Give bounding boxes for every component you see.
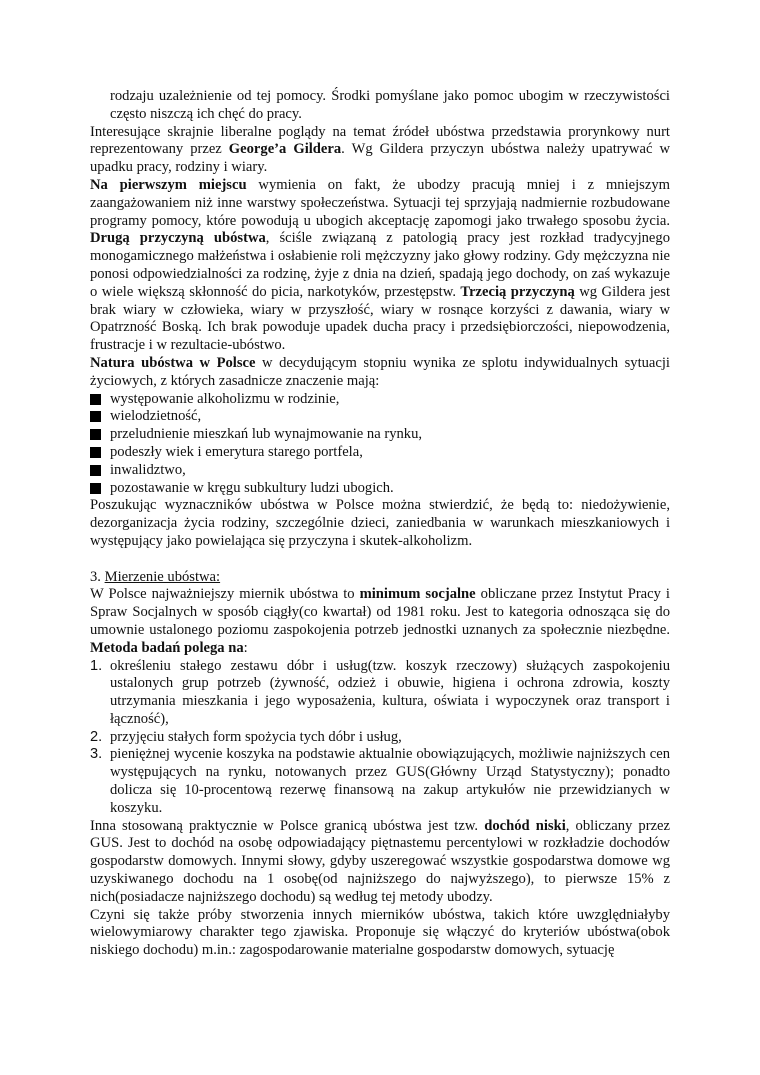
bold-low-income: dochód niski	[484, 817, 566, 834]
square-bullet-icon	[90, 465, 101, 476]
paragraph-intro: rodzaju uzależnienie od tej pomocy. Środki pomyślane jako pomoc ubogim w rzeczywistości często niszczą ich chęć do pracy.	[110, 88, 670, 122]
list-item-text: podeszły wiek i emerytura starego portfela,	[110, 443, 363, 460]
bold-second-cause: Drugą przyczyną ubóstwa	[90, 230, 266, 247]
square-bullet-icon	[90, 429, 101, 440]
section-number: 3.	[90, 568, 105, 585]
bold-third-cause: Trzecią przyczyną	[460, 283, 575, 300]
item-number: 1.	[90, 657, 103, 674]
bold-method: Metoda badań polega na	[90, 639, 244, 656]
list-item-text: pozostawanie w kręgu subkultury ludzi ubogich.	[110, 479, 394, 496]
bold-first-cause: Na pierwszym miejscu	[90, 176, 247, 193]
list-item-text: wielodzietność,	[110, 408, 202, 425]
text-span: , ściśle związaną z patologią pracy jest rozkład tradycyjnego monogamicznego małżeństwa i osłabienie roli mężczyzny jako głowy rodziny. Gdy mężczyzna nie ponosi odpowiedzialności za rodzinę, żyje z dnia na dzień, spadają jego dochody, on zaś wykazuje o wiele większą skłonność do picia, narkotyków, przestępstw.	[90, 230, 670, 300]
text-span: wg Gildera jest brak wiary w człowieka, wiary w przyszłość, wiary w rosnące korzyści z dawania, wiary w Opatrzność Boską. Ich brak powoduje upadek ducha pracy i przedsiębiorczości, niepowodzenia, frustracje i w rezultacie-ubóstwo.	[90, 283, 670, 354]
section-title: Mierzenie ubóstwa:	[104, 568, 221, 585]
square-bullet-icon	[90, 411, 101, 422]
text-span: Interesujące skrajnie liberalne poglądy na temat źródeł ubóstwa przedstawia prorynkowy nurt reprezentowany przez	[90, 123, 670, 158]
text-span: Inna stosowaną praktycznie w Polsce granicą ubóstwa jest tzw.	[90, 817, 485, 834]
text-span: w decydującym stopniu wynika ze splotu indywidualnych sytuacji życiowych, z których zasadnicze znaczenie mają:	[90, 354, 670, 389]
list-item-text: inwalidztwo,	[110, 461, 186, 478]
text-span: , obliczany przez GUS. Jest to dochód na osobę odpowiadający piętnastemu percentylowi w rozkładzie dochodów gospodarstw domowych. Innymi słowy, gdyby uszeregować wszystkie gospodarstwa domowe wg uzyskiwanego dochodu na 1 osobę(od najniższego do najwyższego), to pierwsze 15% z nich(posiadacze najniższego dochodu) są według tej metody ubodzy.	[90, 817, 671, 905]
square-bullet-icon	[90, 394, 101, 405]
text-span: . Wg Gildera przyczyn ubóstwa należy upatrywać w upadku pracy, rodziny i wiary.	[90, 141, 670, 176]
list-item-text: występowanie alkoholizmu w rodzinie,	[110, 390, 340, 407]
list-item	[90, 462, 670, 480]
list-item	[90, 408, 670, 426]
document-page	[90, 88, 670, 960]
bold-minimum: minimum socjalne	[359, 586, 476, 603]
list-item	[90, 391, 670, 409]
paragraph-nature	[90, 355, 670, 391]
bold-name: George’a Gildera	[228, 141, 342, 158]
paragraph-gilder	[90, 124, 670, 177]
text-span: W Polsce najważniejszy miernik ubóstwa to	[90, 586, 360, 603]
list-item	[90, 480, 670, 498]
item-text: przyjęciu stałych form spożycia tych dóbr i usług,	[110, 728, 402, 745]
paragraph-causes	[90, 177, 670, 355]
bold-nature: Natura ubóstwa w Polsce	[90, 354, 256, 371]
text-span: wymienia on fakt, że ubodzy pracują mniej i z mniejszym zaangażowaniem niż inne warstwy społeczeństwa. Sytuacji tej sprzyjają nadmiernie rozbudowane programy pomocy, które powodują u ubogich akceptację zapomogi jako trwałego sposobu życia.	[90, 176, 670, 229]
text-span: obliczane przez Instytut Pracy i Spraw Socjalnych w sposób ciągły(co kwartał) od 1981 roku. Jest to kategoria odnosząca się do umownie ustalonego poziomu zaspokojenia potrzeb jednostki uznanych za społecznie niezbędne.	[90, 586, 670, 638]
section-heading	[90, 569, 670, 587]
item-number: 2.	[90, 728, 103, 745]
square-bullet-icon	[90, 447, 101, 458]
square-bullet-icon	[90, 483, 101, 494]
list-item	[90, 426, 670, 444]
numbered-item	[90, 746, 670, 817]
item-text: określeniu stałego zestawu dóbr i usług(tzw. koszyk rzeczowy) służących zaspokojeniu ustalonych grup potrzeb (żywność, odzież i obuwie, higiena i ochrona zdrowia, koszty utrzymania mieszkania i jego wyposażenia, kultura, oświata i wypoczynek oraz transport i łączność),	[110, 657, 670, 727]
paragraph-other-measures: Czyni się także próby stworzenia innych mierników ubóstwa, takich które uwzględniałyby wielowymiarowy charakter tego zjawiska. Proponuje się włączyć do kryteriów ubóstwa(obok niskiego dochodu) m.in.: zagospodarowanie materialne gospodarstw domowych, sytuację	[90, 906, 670, 959]
numbered-item	[90, 658, 670, 729]
paragraph-low-income	[90, 818, 670, 907]
paragraph-minimum	[90, 586, 670, 657]
blank-line	[90, 551, 670, 569]
list-item	[90, 444, 670, 462]
bullet-list	[90, 391, 670, 498]
paragraph-indicators: Poszukując wyznaczników ubóstwa w Polsce można stwierdzić, że będą to: niedożywienie, dezorganizacja życia rodziny, szczególnie dzieci, zaniedbania w warunkach mieszkaniowych i występujący jako powielająca się przyczyna i skutek-alkoholizm.	[90, 497, 670, 549]
list-item-text: przeludnienie mieszkań lub wynajmowanie na rynku,	[110, 426, 423, 443]
item-text: pieniężnej wycenie koszyka na podstawie aktualnie obowiązujących, możliwie najniższych cen występujących na rynku, notowanych przez GUS(Główny Urząd Statystyczny); ponadto dolicza się 10-procentową rezerwę finansową na zakup artykułów nie przewidzianych w koszyku.	[110, 746, 670, 816]
numbered-item	[90, 729, 670, 747]
numbered-list	[90, 658, 670, 818]
text-span: :	[243, 639, 248, 656]
item-number: 3.	[90, 746, 103, 763]
